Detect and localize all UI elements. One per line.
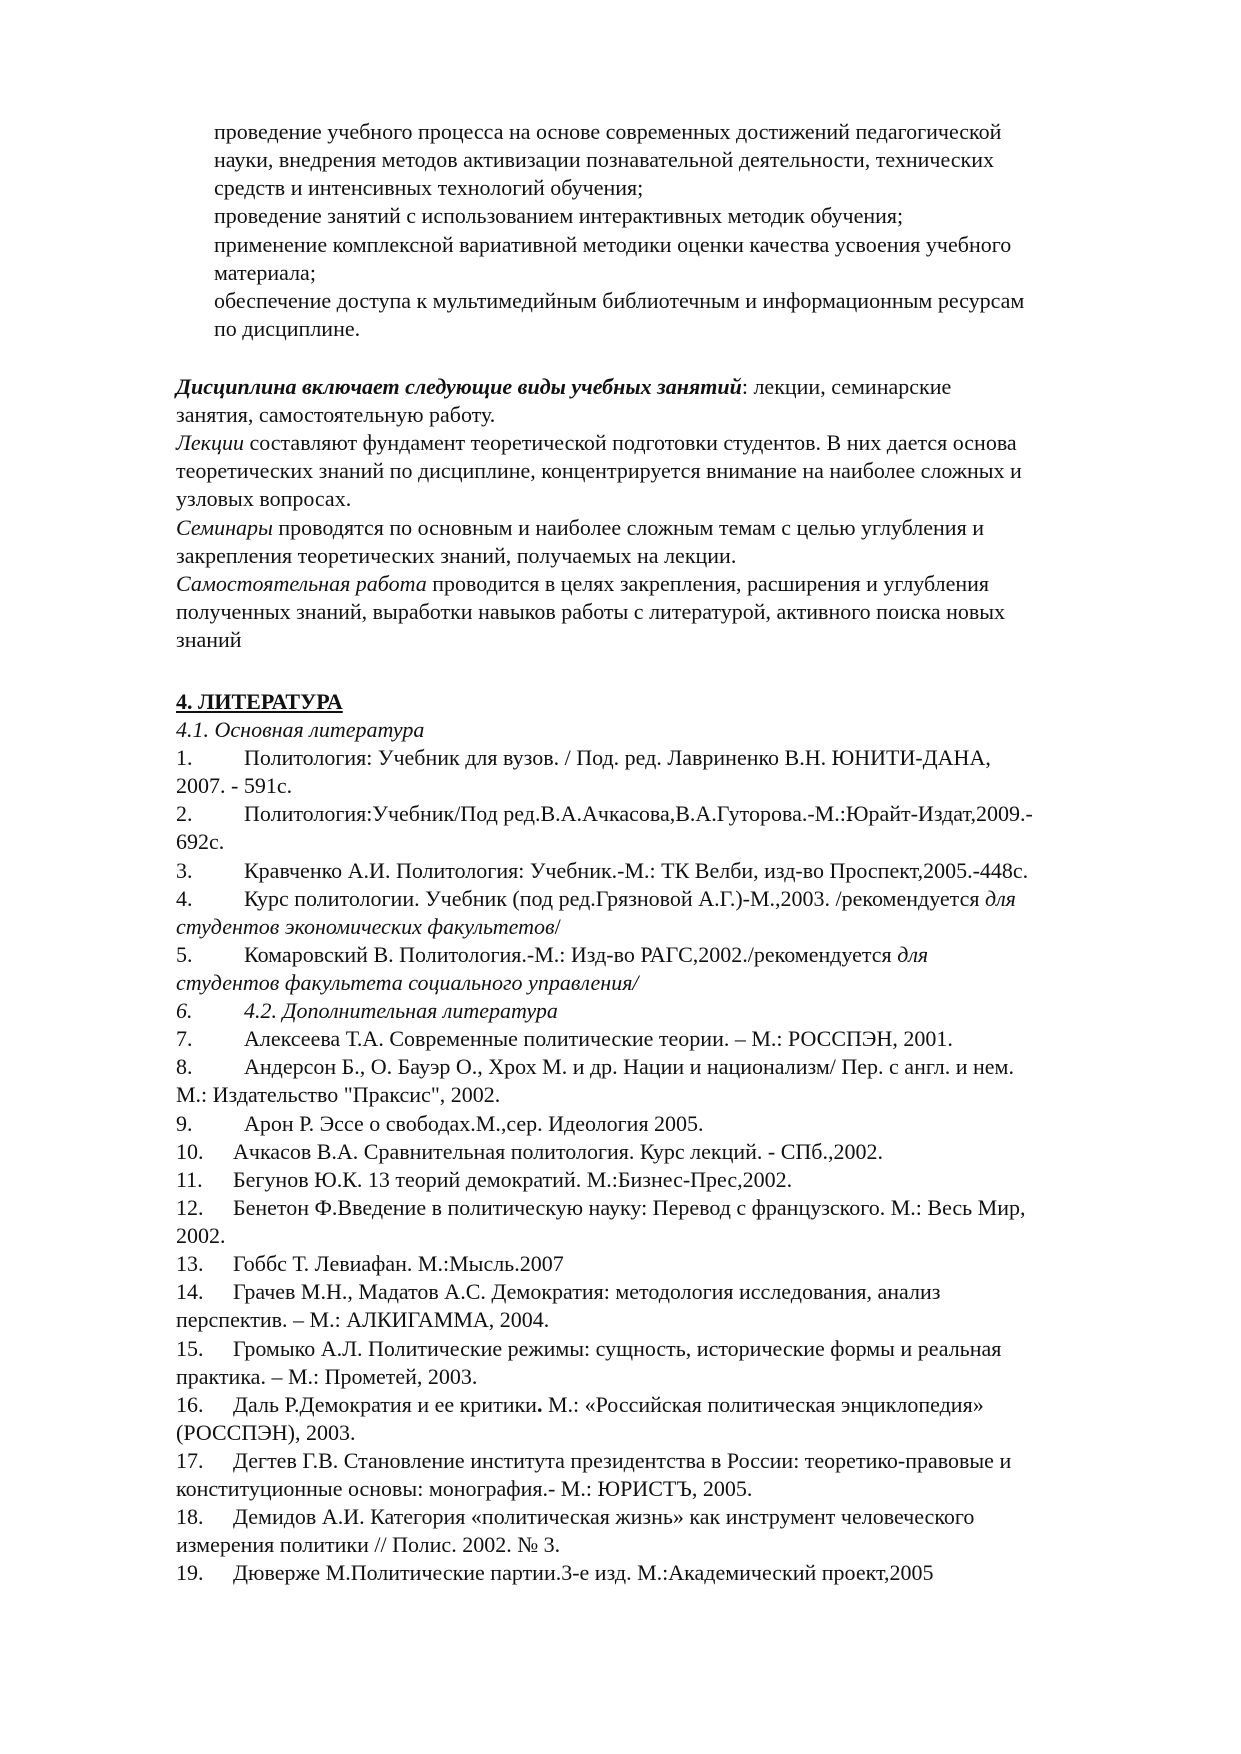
lit-number: 11. [176, 1167, 203, 1192]
lectures-line-3: узловых вопросах. [176, 486, 352, 511]
lit-text: М.: «Российская политическая энциклопедия» [542, 1392, 984, 1417]
methods-line-7: обеспечение доступа к мультимедийным библиотечным и информационным ресурсам [214, 288, 1025, 313]
lesson-types-line-1 [176, 374, 951, 400]
lesson-types-line-2: занятия, самостоятельную работу. [176, 402, 496, 427]
methods-line-6: материала; [214, 260, 316, 285]
lit-item-12 [176, 1195, 1026, 1221]
literature-heading: 4. ЛИТЕРАТУРА [176, 689, 343, 714]
lit-number: 13. [176, 1251, 204, 1276]
seminars-line-2: закрепления теоретических знаний, получаемых на лекции. [176, 543, 737, 568]
lit-text: Политология:Учебник/Под ред.В.А.Ачкасова,В.А.Гуторова.-М.:Юрайт-Издат,2009.- [244, 801, 1033, 826]
lit-item-5 [176, 942, 928, 968]
lit-text: Грачев М.Н., Мадатов А.С. Демократия: методология исследования, анализ [233, 1279, 941, 1304]
lit-item-2-cont: 692с. [176, 829, 225, 854]
seminars-term: Семинары [176, 515, 273, 540]
selfwork-line-1 [176, 571, 989, 597]
lit-text: Даль Р.Демократия и ее критики [233, 1392, 537, 1417]
lit-text: Политология: Учебник для вузов. / Под. ред. Лавриненко В.Н. ЮНИТИ-ДАНА, [244, 745, 991, 770]
lit-item-13 [176, 1251, 564, 1277]
lit-item-16-cont: (РОССПЭН), 2003. [176, 1420, 356, 1445]
lit-item-1-cont: 2007. - 591с. [176, 773, 293, 798]
lit-text: Бенетон Ф.Введение в политическую науку: Перевод с французского. М.: Весь Мир, [233, 1195, 1026, 1220]
selfwork-text: проводится в целях закрепления, расширения и углубления [426, 571, 990, 596]
lit-item-7 [176, 1026, 953, 1052]
lit-text: / [554, 914, 561, 939]
lit-item-1 [176, 745, 991, 771]
selfwork-line-3: знаний [176, 627, 242, 652]
seminars-line-1 [176, 515, 984, 541]
lit-item-16 [176, 1392, 984, 1418]
lit-number: 2. [176, 801, 193, 826]
lit-text: Дюверже М.Политические партии.3-е изд. М.:Академический проект,2005 [233, 1560, 934, 1585]
lit-item-12-cont: 2002. [176, 1223, 226, 1248]
lit-text: Алексеева Т.А. Современные политические теории. – М.: РОССПЭН, 2001. [244, 1026, 953, 1051]
lit-item-4 [176, 886, 1016, 912]
lit-item-3 [176, 858, 1028, 884]
lit-text-bold: . [536, 1392, 543, 1417]
lit-item-18-cont: измерения политики // Полис. 2002. № 3. [176, 1532, 561, 1557]
lit-item-15-cont: практика. – М.: Прометей, 2003. [176, 1364, 478, 1389]
lit-item-14 [176, 1279, 940, 1305]
lit-item-17 [176, 1448, 1011, 1474]
selfwork-line-2: полученных знаний, выработки навыков работы с литературой, активного поиска новых [176, 599, 1006, 624]
selfwork-term: Самостоятельная работа [176, 571, 427, 596]
lit-item-5-cont: студентов факультета социального управления/ [176, 970, 639, 995]
lit-number: 16. [176, 1392, 204, 1417]
methods-line-2: науки, внедрения методов активизации познавательной деятельности, технических [214, 147, 995, 172]
lit-text: Демидов А.И. Категория «политическая жизнь» как инструмент человеческого [233, 1504, 975, 1529]
lit-text-italic: 4.2. Дополнительная литература [244, 998, 558, 1023]
lit-item-14-cont: перспектив. – М.: АЛКИГАММА, 2004. [176, 1307, 550, 1332]
lit-number: 6. [176, 998, 193, 1023]
lit-number: 4. [176, 886, 193, 911]
lit-item-2 [176, 801, 1033, 827]
lit-text: Гоббс Т. Левиафан. М.:Мысль.2007 [233, 1251, 564, 1276]
main-literature-subheading: 4.1. Основная литература [176, 717, 425, 742]
lit-number: 9. [176, 1111, 193, 1136]
lesson-types-lead-rest: : лекции, семинарские [741, 374, 952, 399]
lit-number: 17. [176, 1448, 204, 1473]
lectures-line-2: теоретических знаний по дисциплине, концентрируется внимание на наиболее сложных и [176, 458, 1022, 483]
lit-item-11 [176, 1167, 792, 1193]
lit-number: 18. [176, 1504, 204, 1529]
lit-number: 3. [176, 858, 193, 883]
lit-number: 1. [176, 745, 193, 770]
lit-text: Арон Р. Эссе о свободах.М.,сер. Идеология 2005. [244, 1111, 704, 1136]
lit-number: 19. [176, 1560, 204, 1585]
lit-text: Громыко А.Л. Политические режимы: сущность, исторические формы и реальная [233, 1336, 1002, 1361]
lit-item-10 [176, 1139, 883, 1165]
lit-text-italic: студентов экономических факультетов [176, 914, 555, 939]
lit-item-19 [176, 1560, 933, 1586]
lit-text-italic: для [984, 886, 1016, 911]
lesson-types-lead: Дисциплина включает следующие виды учебных занятий [176, 374, 742, 399]
methods-line-8: по дисциплине. [214, 316, 361, 341]
additional-literature-subheading [176, 998, 558, 1024]
lit-number: 8. [176, 1054, 193, 1079]
methods-line-3: средств и интенсивных технологий обучения; [214, 175, 644, 200]
lectures-line-1 [176, 430, 1017, 456]
lit-number: 14. [176, 1279, 204, 1304]
lit-number: 5. [176, 942, 193, 967]
lit-text: Кравченко А.И. Политология: Учебник.-М.: ТК Велби, изд-во Проспект,2005.-448с. [244, 858, 1029, 883]
lit-text: Комаровский В. Политология.-М.: Изд-во РАГС,2002./рекомендуется [244, 942, 898, 967]
lit-item-8-cont: М.: Издательство "Праксис", 2002. [176, 1082, 501, 1107]
lit-text: Дегтев Г.В. Становление института президентства в России: теоретико-правовые и [233, 1448, 1012, 1473]
lit-text: Бегунов Ю.К. 13 теорий демократий. М.:Бизнес-Прес,2002. [233, 1167, 793, 1192]
methods-line-4: проведение занятий с использованием интерактивных методик обучения; [214, 203, 904, 228]
lit-item-17-cont: конституционные основы: монография.- М.: ЮРИСТЪ, 2005. [176, 1476, 753, 1501]
lit-number: 15. [176, 1336, 204, 1361]
methods-line-5: применение комплексной вариативной методики оценки качества усвоения учебного [214, 232, 1012, 257]
methods-line-1: проведение учебного процесса на основе современных достижений педагогической [214, 119, 1002, 144]
lit-text: Ачкасов В.А. Сравнительная политология. Курс лекций. - СПб.,2002. [233, 1139, 883, 1164]
lit-item-15 [176, 1336, 1001, 1362]
lit-item-8 [176, 1054, 1014, 1080]
lit-item-9 [176, 1111, 704, 1137]
lectures-term: Лекции [176, 430, 244, 455]
lit-number: 12. [176, 1195, 204, 1220]
lit-number: 7. [176, 1026, 193, 1051]
seminars-text: проводятся по основным и наиболее сложным темам с целью углубления и [272, 515, 984, 540]
lit-text: Андерсон Б., О. Бауэр О., Хрох М. и др. Нации и национализм/ Пер. с англ. и нем. [244, 1054, 1014, 1079]
lectures-text: составляют фундамент теоретической подготовки студентов. В них дается основа [243, 430, 1017, 455]
lit-number: 10. [176, 1139, 204, 1164]
lit-text: Курс политологии. Учебник (под ред.Грязновой А.Г.)-М.,2003. /рекомендуется [244, 886, 985, 911]
lit-item-18 [176, 1504, 974, 1530]
lit-text-italic: для [897, 942, 929, 967]
lit-item-4-cont [176, 914, 561, 940]
